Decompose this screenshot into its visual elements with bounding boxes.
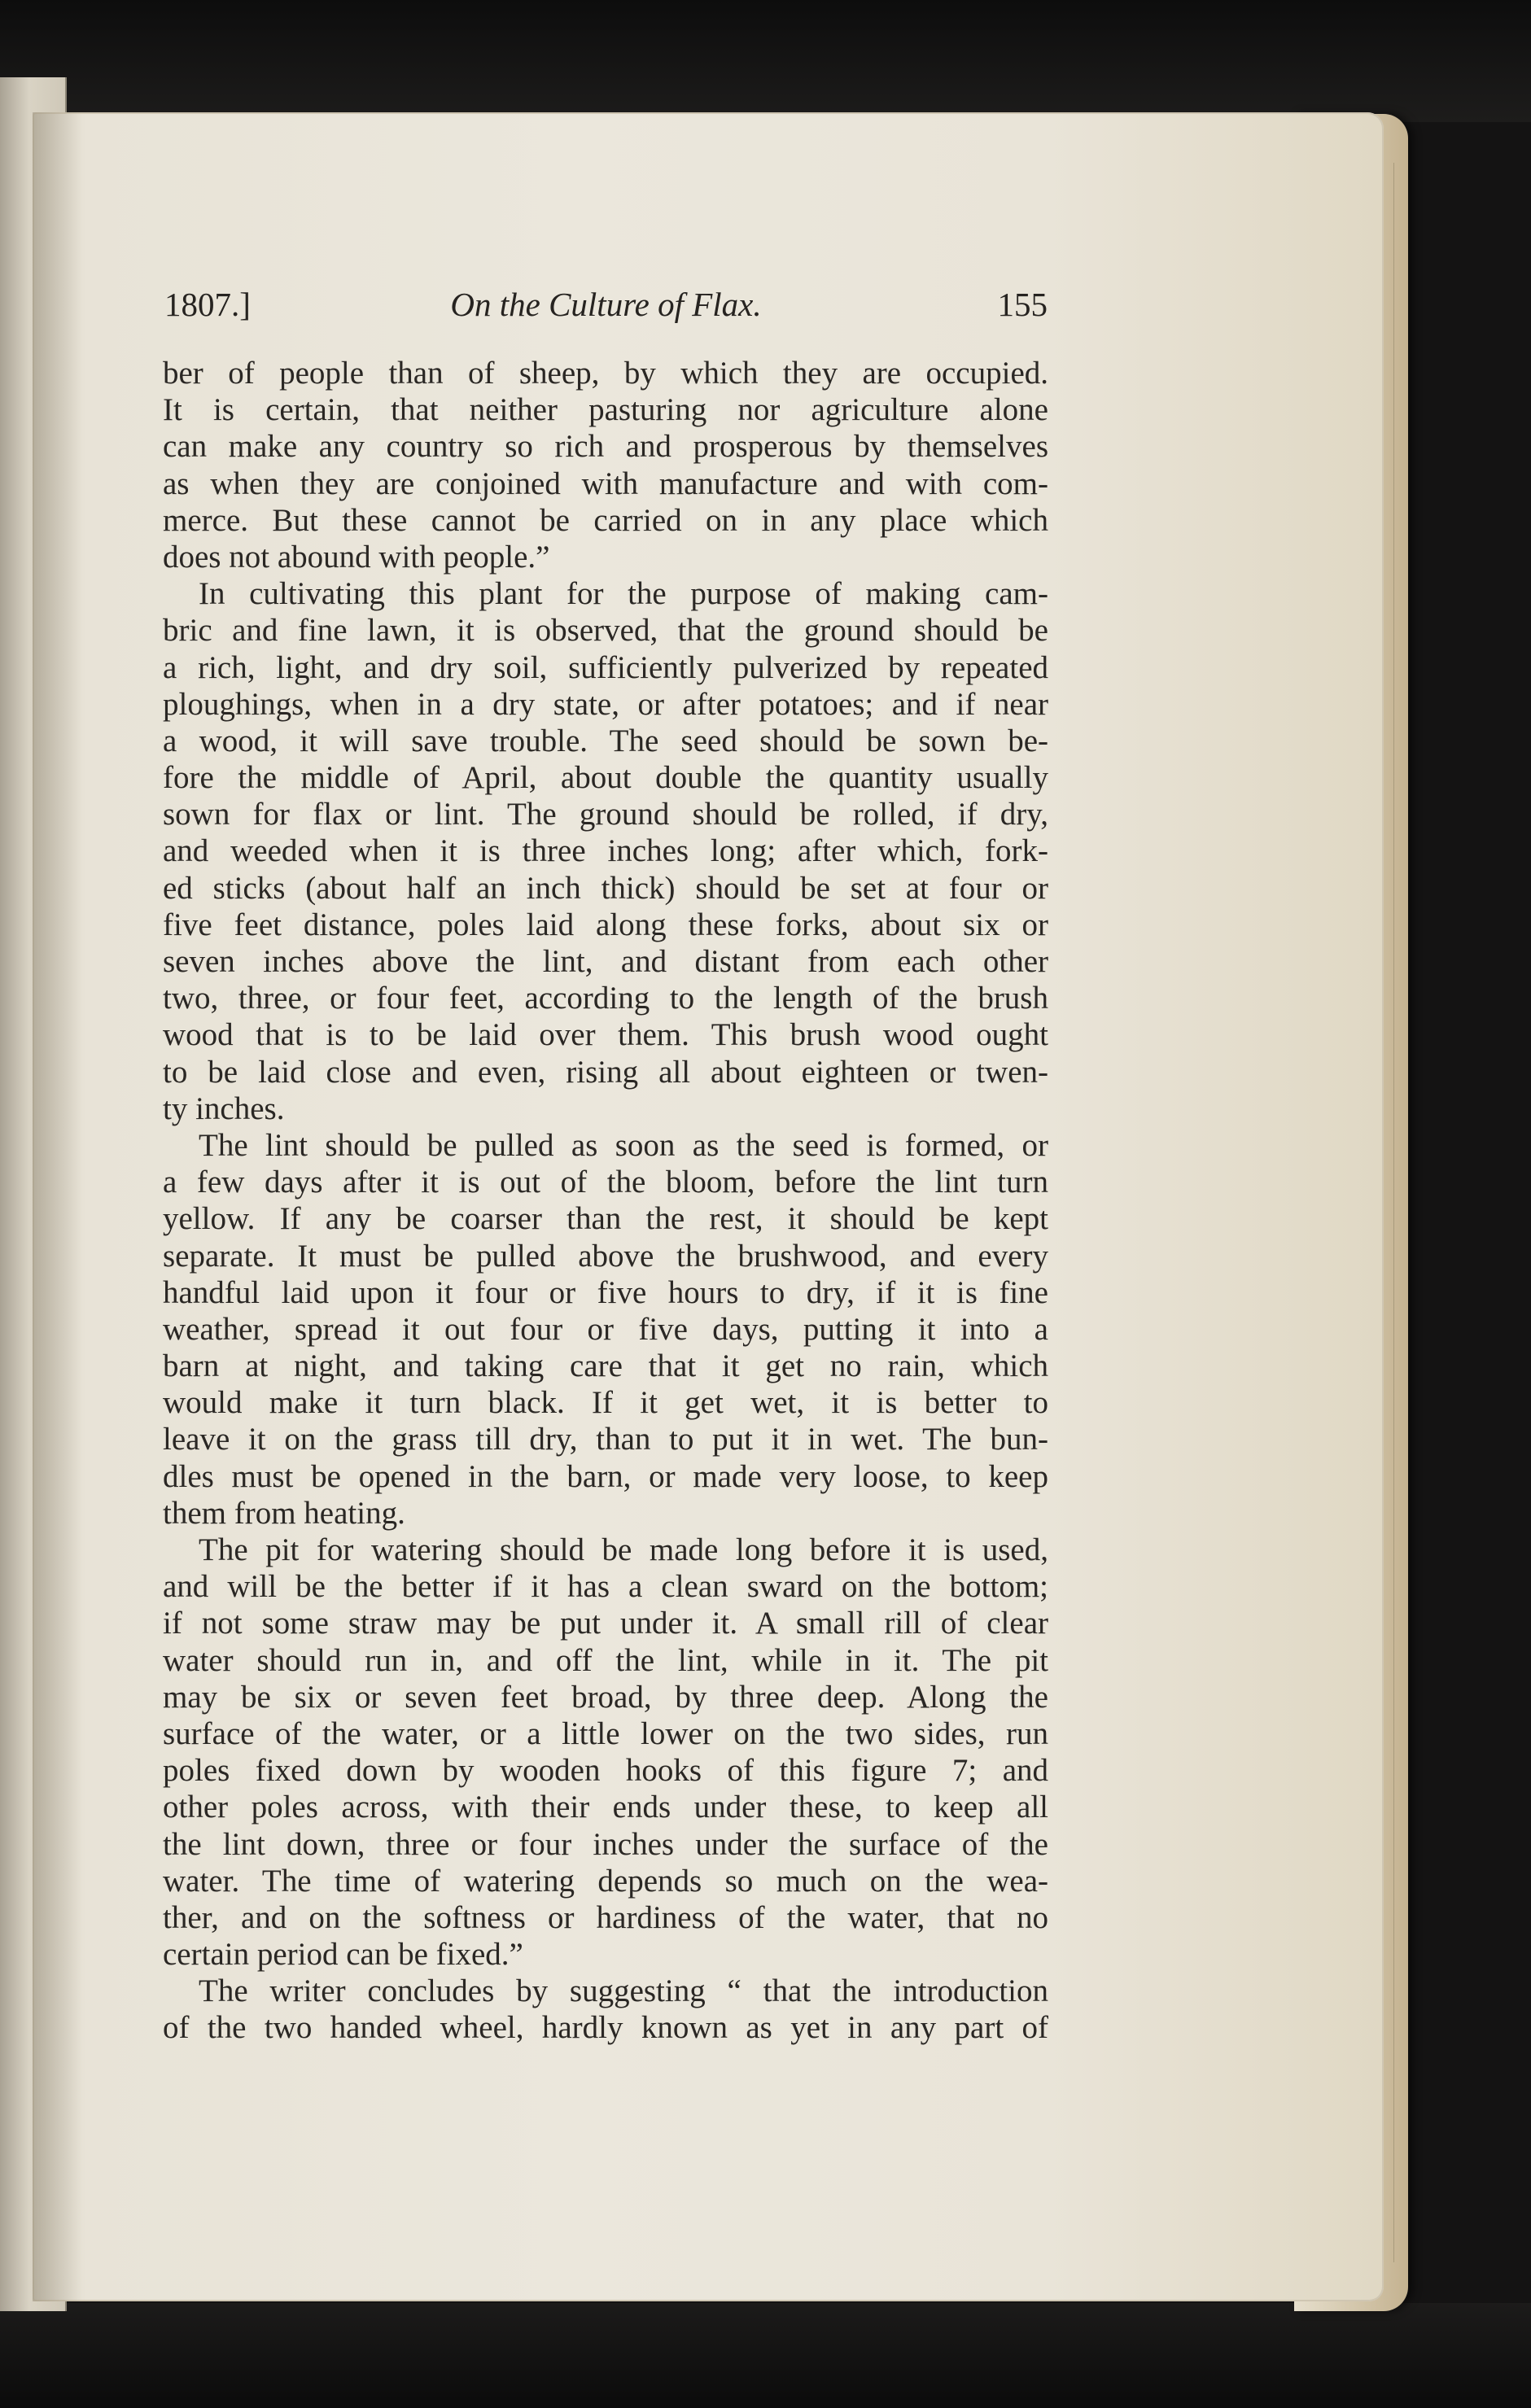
text-line: ther, and on the softness or hardiness of the water, that no bbox=[163, 1899, 1048, 1935]
text-line: certain period can be fixed.” bbox=[163, 1937, 523, 1973]
text-line: ty inches. bbox=[163, 1090, 285, 1126]
text-line: handful laid upon it four or five hours to dry, if it is fine bbox=[163, 1274, 1048, 1310]
text-line: if not some straw may be put under it. A small rill of clear bbox=[163, 1606, 1048, 1641]
text-line: surface of the water, or a little lower on the two sides, run bbox=[163, 1715, 1048, 1751]
text-line: separate. It must be pulled above the brushwood, and every bbox=[163, 1238, 1048, 1274]
text-line: ber of people than of sheep, by which they are occupied. bbox=[163, 356, 1048, 391]
text-line: a few days after it is out of the bloom, before the lint turn bbox=[163, 1165, 1048, 1200]
text-line: The pit for watering should be made long before it is used, bbox=[199, 1532, 1048, 1567]
text-line: five feet distance, poles laid along these forks, about six or bbox=[163, 907, 1048, 942]
text-line: bric and fine lawn, it is observed, that the ground should be bbox=[163, 613, 1048, 649]
text-line: sown for flax or lint. The ground should be rolled, if dry, bbox=[163, 797, 1048, 833]
text-line: ed sticks (about half an inch thick) should be set at four or bbox=[163, 870, 1048, 906]
running-head bbox=[164, 285, 1048, 334]
text-line: the lint down, three or four inches under the surface of the bbox=[163, 1826, 1048, 1862]
text-line: dles must be opened in the barn, or made very loose, to keep bbox=[163, 1458, 1048, 1494]
text-line: wood that is to be laid over them. This brush wood ought bbox=[163, 1017, 1048, 1053]
text-line: It is certain, that neither pasturing nor agriculture alone bbox=[163, 392, 1048, 428]
text-line: as when they are conjoined with manufacture and with com- bbox=[163, 465, 1048, 501]
text-line: In cultivating this plant for the purpose of making cam- bbox=[199, 576, 1048, 612]
dark-background-top bbox=[0, 0, 1531, 122]
text-line: seven inches above the lint, and distant from each other bbox=[163, 944, 1048, 979]
text-line: leave it on the grass till dry, than to put it in wet. The bun- bbox=[163, 1422, 1048, 1457]
text-line: fore the middle of April, about double the quantity usually bbox=[163, 760, 1048, 796]
text-line: may be six or seven feet broad, by three deep. Along the bbox=[163, 1679, 1048, 1715]
text-line: The writer concludes by suggesting “ that the introduction bbox=[199, 1973, 1048, 2009]
text-line: other poles across, with their ends under these, to keep all bbox=[163, 1790, 1048, 1825]
text-line: would make it turn black. If it get wet, it is better to bbox=[163, 1385, 1048, 1421]
page-number: 155 bbox=[997, 286, 1048, 323]
text-line: of the two handed wheel, hardly known as yet in any part of bbox=[163, 2010, 1048, 2046]
dark-background-bottom bbox=[0, 2303, 1531, 2408]
gutter-shadow bbox=[33, 112, 81, 2301]
body-text bbox=[163, 355, 1048, 2047]
text-line: and weeded when it is three inches long; after which, fork- bbox=[163, 833, 1048, 869]
text-line: merce. But these cannot be carried on in any place which bbox=[163, 502, 1048, 538]
running-head-title: On the Culture of Flax. bbox=[450, 286, 762, 323]
text-line: ploughings, when in a dry state, or after potatoes; and if near bbox=[163, 686, 1048, 722]
text-line: water. The time of watering depends so much on the wea- bbox=[163, 1863, 1048, 1899]
text-line: a rich, light, and dry soil, sufficiently pulverized by repeated bbox=[163, 649, 1048, 685]
page-edge-line bbox=[1393, 163, 1394, 2262]
text-line: does not abound with people.” bbox=[163, 539, 550, 575]
text-line: weather, spread it out four or five days, putting it into a bbox=[163, 1311, 1048, 1347]
text-line: water should run in, and off the lint, while in it. The pit bbox=[163, 1642, 1048, 1678]
text-line: can make any country so rich and prosperous by themselves bbox=[163, 429, 1048, 465]
text-line: two, three, or four feet, according to the length of the brush bbox=[163, 981, 1048, 1016]
text-line: poles fixed down by wooden hooks of this figure 7; and bbox=[163, 1753, 1048, 1789]
text-line: The lint should be pulled as soon as the seed is formed, or bbox=[199, 1127, 1048, 1163]
text-line: barn at night, and taking care that it get no rain, which bbox=[163, 1348, 1048, 1384]
text-line: them from heating. bbox=[163, 1495, 405, 1531]
text-line: a wood, it will save trouble. The seed should be sown be- bbox=[163, 723, 1048, 758]
text-line: and will be the better if it has a clean sward on the bottom; bbox=[163, 1569, 1048, 1605]
text-line: yellow. If any be coarser than the rest, it should be kept bbox=[163, 1201, 1048, 1237]
text-line: to be laid close and even, rising all about eighteen or twen- bbox=[163, 1054, 1048, 1090]
running-head-year: 1807.] bbox=[164, 286, 251, 323]
